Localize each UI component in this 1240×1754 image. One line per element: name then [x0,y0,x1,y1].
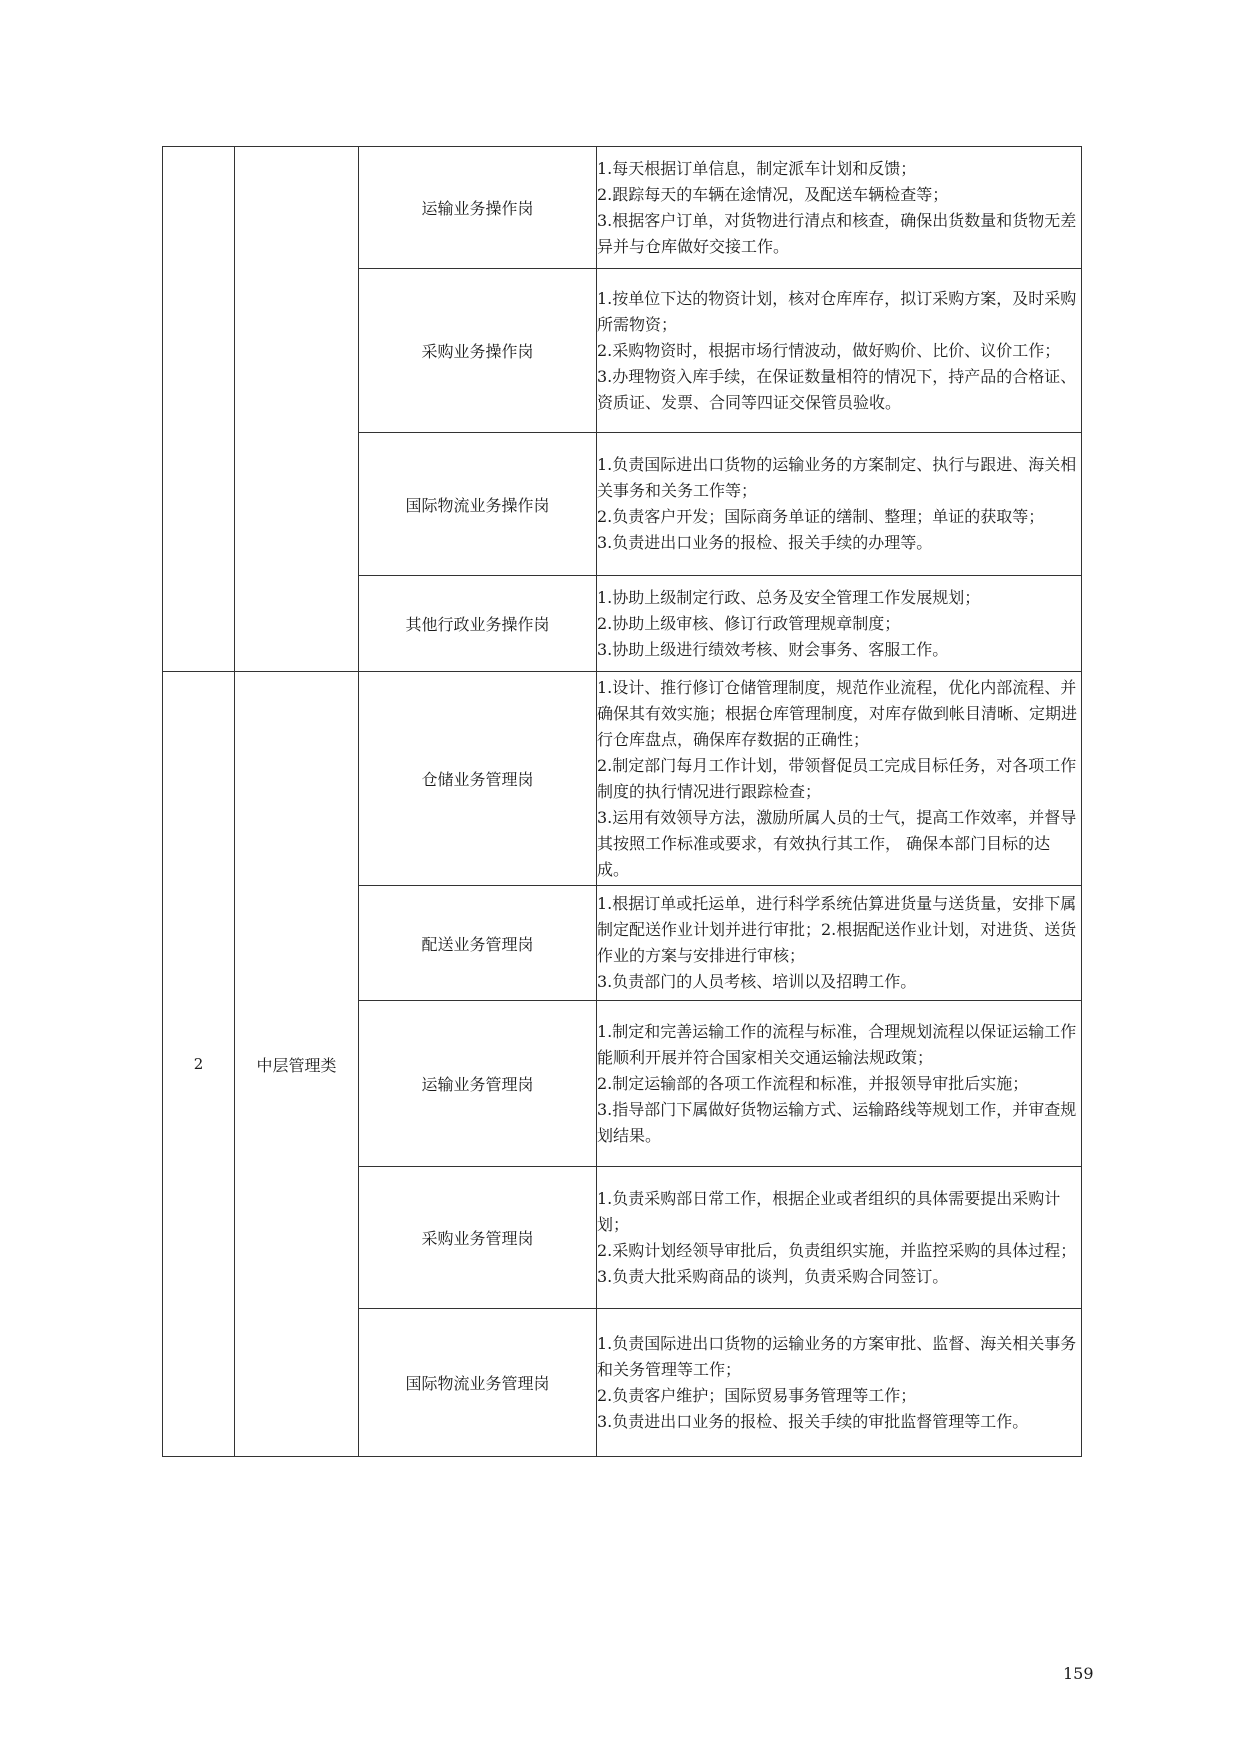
post-duties-cell [597,886,1082,1001]
duty-item: 1.设计、推行修订仓储管理制度，规范作业流程，优化内部流程、并确保其有效实施；根据仓库管理制度，对库存做到帐目清晰、定期进行仓库盘点，确保库存数据的正确性； [597,677,1078,749]
group-category-cell [235,147,359,672]
duty-item: 1.负责国际进出口货物的运输业务的方案制定、执行与跟进、海关相关事务和关务工作等； [597,455,1077,500]
post-name-cell: 国际物流业务操作岗 [359,433,597,576]
post-duties-cell [597,147,1082,269]
post-duties-cell [597,1309,1082,1457]
duty-item: 3.负责进出口业务的报检、报关手续的审批监督管理等工作。 [597,1411,1029,1431]
post-name-cell: 运输业务操作岗 [359,147,597,269]
job-duties-table-body [163,147,1082,1457]
duty-item: 2.负责客户维护；国际贸易事务管理等工作； [597,1385,917,1405]
table-row [163,147,1082,269]
post-name-cell: 运输业务管理岗 [359,1001,597,1167]
post-name-cell: 配送业务管理岗 [359,886,597,1001]
group-category-cell: 中层管理类 [235,672,359,1457]
duty-item: 1.协助上级制定行政、总务及安全管理工作发展规划； [597,587,981,607]
duty-item: 2.制定部门每月工作计划，带领督促员工完成目标任务，对各项工作制度的执行情况进行跟踪检查； [597,755,1077,801]
group-number-cell [163,147,235,672]
duty-item: 1.根据订单或托运单，进行科学系统估算进货量与送货量，安排下属制定配送作业计划并进行审批；2.根据配送作业计划，对进货、送货作业的方案与安排进行审核； [597,894,1077,965]
duty-item: 3.协助上级进行绩效考核、财会事务、客服工作。 [597,639,949,659]
duty-item: 2.协助上级审核、修订行政管理规章制度； [597,613,901,633]
post-duties-cell [597,269,1082,433]
post-duties-cell [597,1001,1082,1167]
duty-item: 3.根据客户订单，对货物进行清点和核查，确保出货数量和货物无差异并与仓库做好交接工作。 [597,210,1077,256]
duty-item: 1.负责采购部日常工作，根据企业或者组织的具体需要提出采购计划； [597,1188,1061,1234]
duty-item: 1.每天根据订单信息，制定派车计划和反馈； [597,158,917,178]
duty-item: 3.负责大批采购商品的谈判，负责采购合同签订。 [597,1266,949,1286]
duty-item: 3.负责进出口业务的报检、报关手续的办理等。 [597,533,933,552]
post-name-cell: 采购业务操作岗 [359,269,597,433]
table-row [163,672,1082,886]
duty-item: 3.运用有效领导方法，激励所属人员的士气，提高工作效率，并督导其按照工作标准或要求，有效执行其工作， 确保本部门目标的达成。 [597,807,1077,879]
duty-item: 3.负责部门的人员考核、培训以及招聘工作。 [597,972,917,991]
job-duties-table [162,146,1082,1457]
post-name-cell: 国际物流业务管理岗 [359,1309,597,1457]
duty-item: 3.指导部门下属做好货物运输方式、运输路线等规划工作，并审查规划结果。 [597,1099,1077,1145]
duty-item: 2.负责客户开发；国际商务单证的缮制、整理；单证的获取等； [597,507,1045,526]
page-number: 159 [1063,1664,1094,1683]
duty-item: 1.负责国际进出口货物的运输业务的方案审批、监督、海关相关事务和关务管理等工作； [597,1333,1077,1379]
duty-item: 1.按单位下达的物资计划，核对仓库库存，拟订采购方案，及时采购所需物资； [597,288,1077,334]
post-name-cell: 仓储业务管理岗 [359,672,597,886]
post-name-cell: 采购业务管理岗 [359,1167,597,1309]
post-name-cell: 其他行政业务操作岗 [359,576,597,672]
duty-item: 2.采购物资时，根据市场行情波动，做好购价、比价、议价工作； [597,340,1061,360]
post-duties-cell [597,672,1082,886]
group-number-cell: 2 [163,672,235,1457]
duty-item: 2.采购计划经领导审批后，负责组织实施，并监控采购的具体过程； [597,1240,1077,1260]
duty-item: 1.制定和完善运输工作的流程与标准，合理规划流程以保证运输工作能顺利开展并符合国家相关交通运输法规政策； [597,1021,1077,1067]
duty-item: 2.制定运输部的各项工作流程和标准，并报领导审批后实施； [597,1073,1029,1093]
post-duties-cell [597,1167,1082,1309]
duty-item: 3.办理物资入库手续，在保证数量相符的情况下，持产品的合格证、资质证、发票、合同等四证交保管员验收。 [597,366,1077,412]
duty-item: 2.跟踪每天的车辆在途情况，及配送车辆检查等； [597,184,949,204]
post-duties-cell [597,433,1082,576]
post-duties-cell [597,576,1082,672]
